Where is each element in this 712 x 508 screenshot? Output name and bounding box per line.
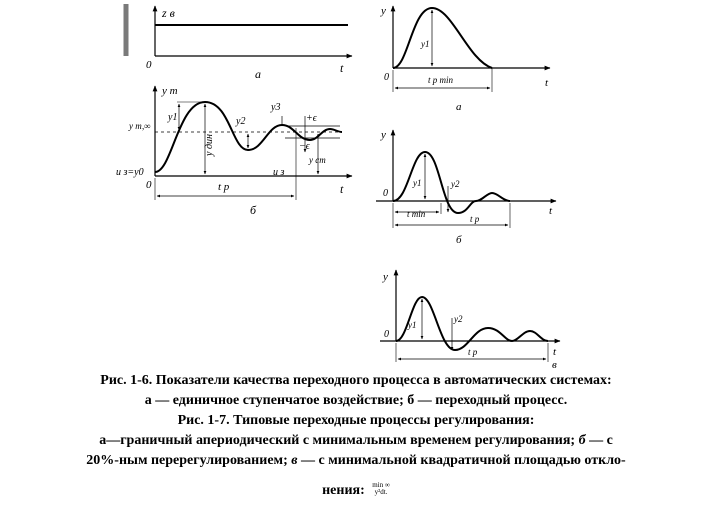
fig17-c-x-label: t <box>553 346 557 358</box>
caption-fig17-b-lead: — с <box>585 433 613 448</box>
caption-fig17-c-letter: в <box>291 453 298 468</box>
fig17-a-y1-label: y1 <box>421 39 430 49</box>
fig17-b-overshoot <box>376 130 556 228</box>
fig16-b-y3-label: y3 <box>271 102 281 113</box>
integral-min: min <box>372 481 384 489</box>
caption-fig16-title: Рис. 1-6. Показатели качества переходного процесса в автоматических системах: <box>100 373 612 388</box>
caption-fig16-desc: а — единичное ступенчатое воздействие; б — переходный процесс. <box>144 393 568 408</box>
fig17-b-panel-label: б <box>456 234 462 246</box>
fig17-b-y-label: y <box>381 129 386 141</box>
fig17-a-aperiodic <box>393 6 550 92</box>
integral-expression: y²dt. <box>374 488 388 496</box>
fig16-b-u-label: u з=y0 <box>116 167 144 178</box>
caption-fig17-title: Рис. 1-7. Типовые переходные процессы регулирования: <box>177 413 535 428</box>
fig16-b-x-label: t <box>340 182 344 196</box>
fig16-b-y-label: y т <box>162 85 178 97</box>
caption-fig17-line-b <box>0 452 712 470</box>
fig17-c-tp-label: t р <box>468 347 478 357</box>
fig16-a-x-label: t <box>340 61 344 75</box>
fig16-b-panel-label: б <box>250 203 257 217</box>
caption-fig17-line-c <box>0 482 712 500</box>
fig17-b-x-label: t <box>549 205 553 217</box>
fig17-a-curve <box>393 8 492 68</box>
fig16-a-origin: 0 <box>146 59 152 71</box>
fig16-b-origin: 0 <box>146 179 152 191</box>
caption-fig17-b-letter: б <box>578 433 586 448</box>
fig16-b-steady-label: y т,∞ <box>129 121 151 131</box>
caption-fig17-c-text: — с минимальной квадратичной площадью откло- <box>297 453 626 468</box>
fig17-a-panel-label: а <box>456 101 462 113</box>
integral-formula <box>372 482 390 496</box>
fig17-c-curve <box>396 297 548 350</box>
fig17-b-y1-label: y1 <box>413 178 422 188</box>
fig16-b-minus-eps-label: −ϵ <box>299 141 310 152</box>
integral-upper-limit: ∞ <box>384 481 390 489</box>
fig17-a-span-label: t р min <box>428 75 454 85</box>
caption-fig17-b-text: 20%-ным перерегулированием; <box>86 453 292 468</box>
caption-fig17-a-text: а—граничный апериодический с минимальным временем регулирования; <box>99 433 579 448</box>
fig16-a-step <box>126 4 352 56</box>
fig16-b-plus-eps-label: +ϵ <box>306 113 317 124</box>
fig17-c-panel-label: в <box>552 359 557 370</box>
fig16-b-y2-label: y2 <box>236 116 246 127</box>
fig17-c-y1-label: y1 <box>408 320 417 330</box>
fig17-b-tp-label: t р <box>470 214 480 224</box>
fig16-b-ydyn-label: y дин <box>204 134 215 156</box>
fig16-b-yst-label: y ст <box>309 155 326 165</box>
fig17-a-x-label: t <box>545 77 549 89</box>
fig16-a-panel-label: а <box>255 67 261 81</box>
fig17-b-tmin-label: t min <box>407 209 426 219</box>
fig17-b-y2-label: y2 <box>451 179 460 189</box>
fig16-b-tp-label: t р <box>218 181 230 193</box>
fig17-c-y-label: y <box>383 271 388 283</box>
caption-fig17-c-end: нения: <box>322 483 369 498</box>
caption-fig17-line-a <box>0 432 712 450</box>
fig17-c-origin: 0 <box>384 329 389 340</box>
fig17-a-y-label: y <box>381 5 386 17</box>
fig17-b-origin: 0 <box>383 188 388 199</box>
fig16-b-uz-label: u з <box>273 167 285 178</box>
fig17-a-origin: 0 <box>384 72 389 83</box>
fig16-b-transient <box>155 86 352 200</box>
fig16-a-y-label: z в <box>162 6 175 20</box>
fig17-c-y2-label: y2 <box>454 314 463 324</box>
fig16-b-y1-label: y1 <box>168 112 178 123</box>
